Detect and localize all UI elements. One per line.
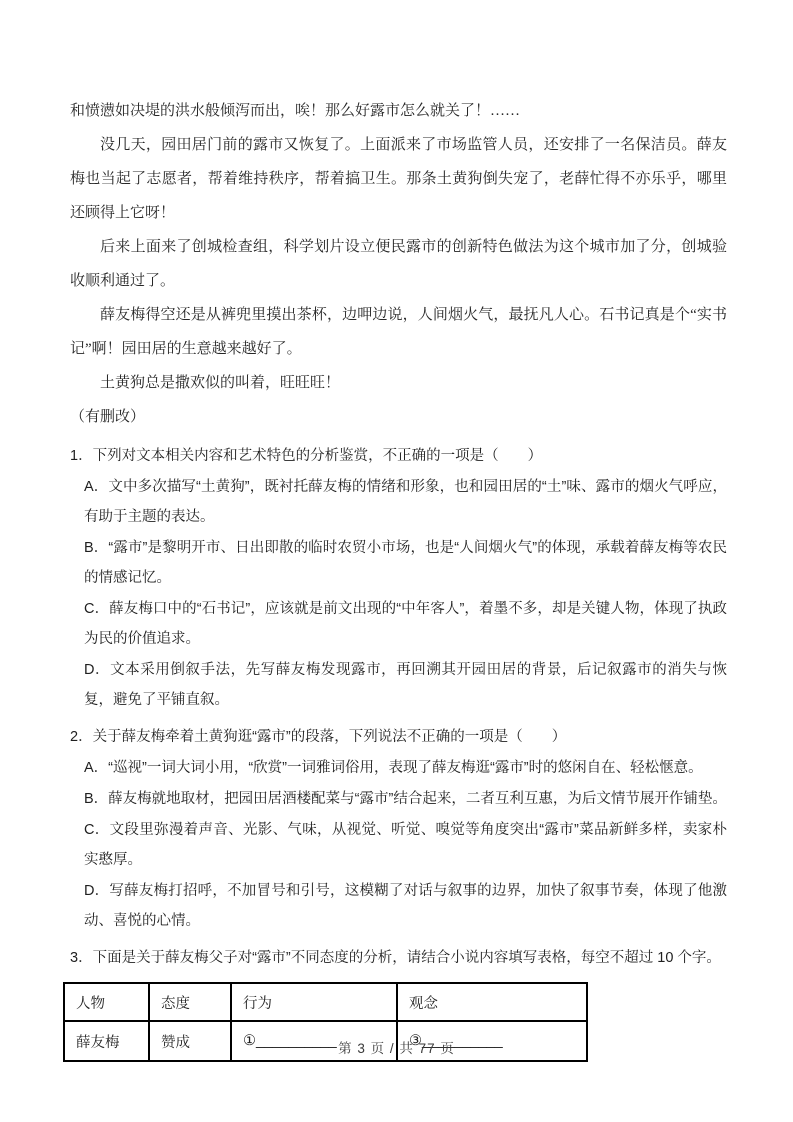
option-b xyxy=(84,784,727,814)
question-2-options xyxy=(84,753,727,936)
question-number: 3． xyxy=(70,950,93,966)
option-label: D． xyxy=(84,883,110,899)
option-d xyxy=(84,655,727,715)
header-behavior: 行为 xyxy=(231,983,397,1021)
option-label: D． xyxy=(84,662,111,678)
question-3-stem xyxy=(70,943,727,973)
passage-paragraph: 后来上面来了创城检查组，科学划片设立便民露市的创新特色做法为这个城市加了分，创城验收顺利通过了。 xyxy=(70,239,727,289)
question-2 xyxy=(70,722,727,936)
option-label: C． xyxy=(84,601,110,617)
cell-behavior-blank: ①__________ xyxy=(231,1021,397,1061)
option-b xyxy=(84,533,727,593)
question-2-stem xyxy=(70,722,727,752)
option-c xyxy=(84,594,727,654)
option-c xyxy=(84,815,727,875)
header-concept: 观念 xyxy=(397,983,587,1021)
option-text: 文中多次描写“土黄狗”，既衬托薛友梅的情绪和形象，也和园田居的“土”味、露市的烟火气呼应，有助于主题的表达。 xyxy=(84,479,727,525)
passage-paragraph: 土黄狗总是撒欢似的叫着，旺旺旺！ xyxy=(100,375,341,391)
option-text: 薛友梅就地取材，把园田居酒楼配菜与“露市”结合起来，二者互利互惠，为后文情节展开作铺垫。 xyxy=(108,791,727,807)
passage-paragraph: 没几天，园田居门前的露市又恢复了。上面派来了市场监管人员，还安排了一名保洁员。薛友梅也当起了志愿者，帮着维持秩序，帮着搞卫生。那条土黄狗倒失宠了，老薛忙得不亦乐乎，哪里还顾得上它呀！ xyxy=(70,137,727,221)
option-a xyxy=(84,472,727,532)
question-stem-text: 关于薛友梅牵着土黄狗逛“露市”的段落，下列说法不正确的一项是（ ） xyxy=(92,729,567,745)
cell-person: 薛友梅 xyxy=(64,1021,149,1061)
page-number-footer: 第 3 页 / 共 77 页 xyxy=(338,1041,455,1056)
question-1-options xyxy=(84,472,727,715)
question-stem-text: 下列对文本相关内容和艺术特色的分析鉴赏，不正确的一项是（ ） xyxy=(92,448,543,464)
passage-paragraph: 和愤懑如决堤的洪水般倾泻而出，唉！那么好露市怎么就关了！…… xyxy=(70,103,521,119)
question-number: 2． xyxy=(70,729,93,745)
question-1 xyxy=(70,441,727,715)
option-text: 文本采用倒叙手法，先写薛友梅发现露市，再回溯其开园田居的背景，后记叙露市的消失与恢复，避免了平铺直叙。 xyxy=(84,662,727,708)
passage-paragraph: 薛友梅得空还是从裤兜里摸出茶杯，边呷边说，人间烟火气，最抚凡人心。石书记真是个“实书记”啊！园田居的生意越来越好了。 xyxy=(70,307,727,357)
header-person: 人物 xyxy=(64,983,149,1021)
option-text: 薛友梅口中的“石书记”，应该就是前文出现的“中年客人”，着墨不多，却是关键人物，体现了执政为民的价值追求。 xyxy=(84,601,727,647)
option-label: A． xyxy=(84,479,109,495)
option-label: B． xyxy=(84,791,109,807)
option-label: B． xyxy=(84,540,109,556)
option-text: “露市”是黎明开市、日出即散的临时农贸小市场，也是“人间烟火气”的体现，承载着薛友梅等农民的情感记忆。 xyxy=(84,540,727,586)
reading-passage xyxy=(70,94,727,434)
question-1-stem xyxy=(70,441,727,471)
question-number: 1． xyxy=(70,448,93,464)
option-a xyxy=(84,753,727,783)
table-header-row xyxy=(64,983,587,1021)
cell-concept-blank: ③__________ xyxy=(397,1021,587,1061)
source-note: （有删改） xyxy=(70,409,146,425)
question-stem-text: 下面是关于薛友梅父子对“露市”不同态度的分析，请结合小说内容填写表格，每空不超过 10 个字。 xyxy=(92,950,721,966)
option-text: 文段里弥漫着声音、光影、气味，从视觉、听觉、嗅觉等角度突出“露市”菜品新鲜多样，卖家朴实憨厚。 xyxy=(84,822,727,868)
option-label: A． xyxy=(84,760,109,776)
option-d xyxy=(84,876,727,936)
cell-attitude: 赞成 xyxy=(149,1021,231,1061)
header-attitude: 态度 xyxy=(149,983,231,1021)
option-label: C． xyxy=(84,822,110,838)
option-text: 写薛友梅打招呼，不加冒号和引号，这模糊了对话与叙事的边界，加快了叙事节奏，体现了他激动、喜悦的心情。 xyxy=(84,883,727,929)
option-text: “巡视”一词大词小用，“欣赏”一词雅词俗用，表现了薛友梅逛“露市”时的悠闲自在、轻松惬意。 xyxy=(108,760,703,776)
